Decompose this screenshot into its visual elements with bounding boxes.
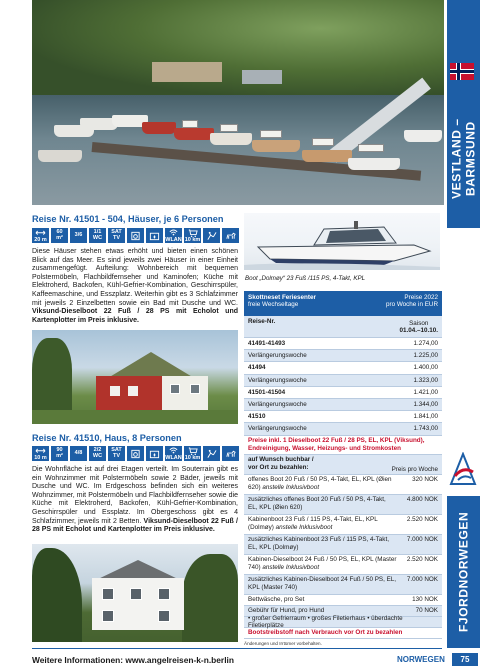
extra-row-label: zusätzliches offenes Boot 20 Fuß / 50 PS, 4-Takt, EL, KPL (Øien 620) — [248, 495, 386, 511]
price-row-label: Verlängerungswoche — [248, 425, 307, 433]
amenity-unit: WLAN — [165, 454, 182, 461]
hero-photo-marina — [32, 0, 444, 205]
region-band — [447, 0, 480, 228]
extra-row-label: Bettwäsche, pro Set — [248, 595, 305, 603]
extra-row-price: 70 NOK — [415, 606, 438, 614]
house1-amenity-4 — [108, 228, 125, 243]
washer-icon — [127, 446, 144, 461]
footer-rule — [32, 648, 442, 649]
boat — [210, 133, 252, 145]
house2-description — [32, 466, 238, 535]
boat — [404, 130, 442, 142]
price-row — [244, 387, 442, 399]
price-table-header — [244, 291, 442, 316]
price-row-label: Verlängerungswoche — [248, 376, 307, 384]
norway-flag-icon — [450, 63, 474, 80]
house2-amenity-3 — [89, 446, 106, 461]
wifi-icon — [165, 228, 182, 243]
amenity-unit: m² — [56, 452, 63, 459]
boat-cabin — [220, 124, 238, 132]
roof — [88, 560, 188, 580]
fireplace-icon — [146, 446, 163, 461]
lawn — [32, 410, 238, 424]
price-row-value: 1.841,00 — [413, 413, 438, 421]
house2-description-text: Die Wohnfläche ist auf drei Etagen verteilt. Im Souterrain gibt es ein Wohnzimmer mit Polstermöbeln sowie 2 Bäder, jeweils mit Dusche und WC. Im Erdgeschoss befinden sich ein weiteres Wohnzimmer, mit Polstermöbeln und Flachbildfernseher sowie die Küche mit Elektroherd, Backofen, Kühl-Gefrier-Kombination, Geschirrspüler und Essplatz. Im Obergeschoss gibt es 4 Schlafzimmer, jeweils mit 2 Betten. — [32, 466, 238, 525]
price-row — [244, 362, 442, 374]
house1-description — [32, 248, 238, 325]
price-row-value: 1.344,00 — [413, 401, 438, 409]
price-table — [244, 291, 442, 639]
house1-amenity-3 — [89, 228, 106, 243]
price-row-label: 41510 — [248, 413, 266, 421]
amenity-value: 10 m — [34, 454, 47, 461]
footer-country: NORWEGEN — [397, 655, 445, 664]
included-note: Preise inkl. 1 Dieselboot 22 Fuß / 28 PS, EL, KPL (Viksund), Endreinigung, Wasser, Heizungs- und Stromkosten — [244, 436, 442, 455]
page-number: 75 — [452, 653, 478, 666]
extra-row-price: 7.000 NOK — [406, 535, 438, 543]
side-band — [447, 0, 480, 672]
price-row — [244, 399, 442, 411]
extras-head-right: Preis pro Woche — [391, 465, 438, 473]
extra-row-price: 7.000 NOK — [406, 575, 438, 583]
extra-row-label: Gebühr für Hund, pro Hund — [248, 606, 325, 614]
price-row-value: 1.743,00 — [413, 425, 438, 433]
washer-icon — [127, 228, 144, 243]
window — [102, 610, 114, 622]
extra-row-note: anstelle Inklusivboot — [262, 563, 320, 571]
extra-row — [244, 555, 442, 575]
price-row — [244, 350, 442, 362]
price-row — [244, 375, 442, 387]
price-row-label: 41494 — [248, 364, 266, 372]
price-row-label: 41491-41493 — [248, 340, 286, 348]
boat-cabin — [182, 120, 198, 128]
extra-row-label: Kabinen-Dieselboot 24 Fuß / 50 PS, EL, KPL (Master 740) anstelle Inklusivboot — [248, 555, 397, 571]
price-unit: pro Woche in EUR — [385, 301, 438, 308]
house-wall-white — [162, 376, 208, 410]
extra-rows — [244, 475, 442, 617]
shore-building — [242, 70, 282, 84]
amenity-value: 3/6 — [74, 231, 83, 238]
extra-row-label: Kabinenboot 23 Fuß / 115 PS, 4-Takt, EL, KPL (Dolmøy) anstelle Inklusivboot — [248, 515, 378, 531]
amenity-unit: 10 km — [184, 454, 201, 461]
house2-boat-info: Viksund-Dieselboot 22 Fuß / 28 PS mit Echolot und Kartenplotter im Preis inklusive. — [32, 517, 238, 534]
bed-icon — [70, 228, 87, 243]
extras-head-2: vor Ort zu bezahlen: — [248, 464, 309, 472]
col-season: Saison — [409, 319, 429, 327]
extra-row-price: 320 NOK — [412, 475, 438, 483]
boat-cabin — [312, 138, 334, 146]
extra-row — [244, 575, 442, 595]
price-row-value: 1.225,00 — [413, 352, 438, 360]
changeover-days: freie Wechseltage — [248, 301, 299, 308]
extra-row-price: 4.800 NOK — [406, 495, 438, 503]
price-row-value: 1.323,00 — [413, 376, 438, 384]
house2-amenity-4 — [108, 446, 125, 461]
house1-amenity-1 — [51, 228, 68, 243]
bed-icon — [70, 446, 87, 461]
region-label: VESTLAND – BARMSUND — [449, 118, 478, 200]
extras-header — [244, 455, 442, 475]
window — [190, 384, 200, 394]
extras-head-1: auf Wunsch buchbar / — [248, 456, 314, 464]
more-info-link[interactable]: Weitere Informationen: www.angelreisen-k-n.berlin — [32, 655, 234, 665]
shop-icon — [184, 228, 201, 243]
amenity-unit: WC — [92, 234, 103, 241]
amenity-value: 20 m — [34, 236, 47, 243]
house1-title: Reise Nr. 41501 - 504, Häuser, je 6 Personen — [32, 214, 224, 224]
amenity-unit: 10 km — [184, 236, 201, 243]
extra-row-label: zusätzliches Kabinen-Dieselboot 24 Fuß / 50 PS, EL, KPL (Master 740) — [248, 575, 397, 591]
price-row-label: 41501-41504 — [248, 388, 286, 396]
window — [158, 588, 170, 600]
amenity-value: 90 — [56, 447, 63, 453]
amenity-unit: TV — [112, 234, 121, 241]
house-wall-white — [92, 578, 184, 630]
amenity-unit: WC — [92, 452, 103, 459]
fireplace-icon — [146, 228, 163, 243]
dog-icon — [222, 446, 239, 461]
wifi-icon — [165, 446, 182, 461]
extra-row-note: anstelle Inklusivboot — [275, 523, 333, 531]
house2-amenity-icons — [32, 446, 239, 461]
boat — [348, 158, 400, 170]
shop-icon — [184, 446, 201, 461]
extra-row — [244, 475, 442, 495]
window — [158, 610, 170, 622]
distance-icon — [32, 228, 49, 243]
boat — [38, 150, 82, 162]
boat — [302, 150, 352, 162]
col-season-dates: 01.04.–10.10. — [399, 326, 438, 334]
price-row — [244, 338, 442, 350]
extra-row — [244, 515, 442, 535]
price-row-value: 1.421,00 — [413, 388, 438, 396]
price-row — [244, 423, 442, 435]
price-row-label: Verlängerungswoche — [248, 401, 307, 409]
house1-boat-info: Viksund-Dieselboot 22 Fuß / 28 PS mit Echolot und Kartenplotter im Preis inklusive. — [32, 308, 238, 324]
trees — [32, 548, 82, 642]
house2-title: Reise Nr. 41510, Haus, 8 Personen — [32, 433, 182, 443]
amenity-unit: WLAN — [165, 236, 182, 243]
extra-row-note: anstelle Inklusivboot — [262, 483, 320, 491]
fuel-note: Bootstreibstoff nach Verbrauch vor Ort zu bezahlen — [244, 628, 442, 639]
boat-cabin — [260, 130, 282, 138]
extra-row — [244, 535, 442, 555]
house2-amenity-1 — [51, 446, 68, 461]
amenity-value: 1/1 — [93, 229, 102, 235]
resort-name: Skottneset Feriesenter — [248, 294, 316, 301]
extra-row-price: 2.520 NOK — [406, 555, 438, 563]
dog-icon — [222, 228, 239, 243]
company-logo-icon — [449, 452, 477, 486]
extra-row — [244, 595, 442, 606]
price-year: Preise 2022 — [404, 294, 438, 301]
country-label: FJORDNORWEGEN — [456, 511, 471, 633]
mountain-slope — [32, 0, 444, 95]
boat — [252, 140, 300, 152]
price-row-label: Verlängerungswoche — [248, 352, 307, 360]
amenity-value: 2/2 — [93, 447, 102, 453]
boat-photo-dolmoy — [244, 213, 440, 270]
angler-icon — [203, 446, 220, 461]
trees — [32, 338, 72, 418]
amenity-value: 60 — [56, 229, 63, 235]
amenity-value: SAT — [111, 447, 122, 453]
disclaimer: Änderungen und Irrtümer vorbehalten. — [244, 641, 322, 646]
trees — [182, 554, 238, 642]
price-rows — [244, 338, 442, 436]
window — [102, 588, 114, 600]
window — [130, 588, 142, 600]
amenity-unit: m² — [56, 234, 63, 241]
boat-cabin — [358, 144, 384, 152]
angler-icon — [203, 228, 220, 243]
window — [110, 386, 120, 396]
house2-photo — [32, 544, 238, 642]
price-col-header — [244, 316, 442, 338]
amenity-value: SAT — [111, 229, 122, 235]
amenity-value: 4/8 — [74, 449, 83, 456]
price-row — [244, 411, 442, 423]
country-band — [447, 496, 480, 648]
col-trip-number: Reise-Nr. — [248, 318, 276, 325]
boat — [142, 122, 176, 134]
extra-row — [244, 495, 442, 515]
extra-row-label: offenes Boot 20 Fuß / 50 PS, 4-Takt, EL, KPL (Øien 620) anstelle Inklusivboot — [248, 475, 392, 491]
boat — [174, 128, 214, 140]
price-row-value: 1.274,00 — [413, 340, 438, 348]
window — [170, 384, 180, 394]
distance-icon — [32, 446, 49, 461]
window — [128, 386, 138, 396]
boat-caption: Boot „Dolmøy“ 23 Fuß /115 PS, 4-Takt, KPL — [245, 275, 366, 282]
shore-building — [152, 62, 222, 82]
price-row-value: 1.400,00 — [413, 364, 438, 372]
house1-photo — [32, 330, 238, 424]
extra-row-price: 130 NOK — [412, 595, 438, 603]
house1-description-text: Diese Häuser stehen etwas erhöht und bieten einen schönen Blick auf das Meer. Es sind jeweils zwei Häuser in einer Einheit zusammengefügt. Aufteilung: Wohnbereich mit bequemen Polstermöbeln, Flachbildfernseher und Kaminofen; Küche mit Elektroherd, Backofen, Kühl-Gefrier-Kombination, Geschirrspüler, Kaffeemaschine, und Esszplatz. Weiterhin gibt es 3 Schlafzimmer mit jeweils 2 Einzelbetten sowie ein Bad mit Dusche und WC. — [32, 248, 238, 307]
features-row — [244, 614, 442, 629]
house1-amenity-icons — [32, 228, 239, 243]
amenity-unit: TV — [112, 452, 121, 459]
features-bullets: • großer Gefrierraum • großes Filetierhaus • überdachte Filetierplätze — [248, 614, 403, 629]
extra-row-price: 2.520 NOK — [406, 515, 438, 523]
extra-row-label: zusätzliches Kabinenboot 23 Fuß / 115 PS, 4-Takt, EL, KPL (Dolmøy) — [248, 535, 389, 551]
